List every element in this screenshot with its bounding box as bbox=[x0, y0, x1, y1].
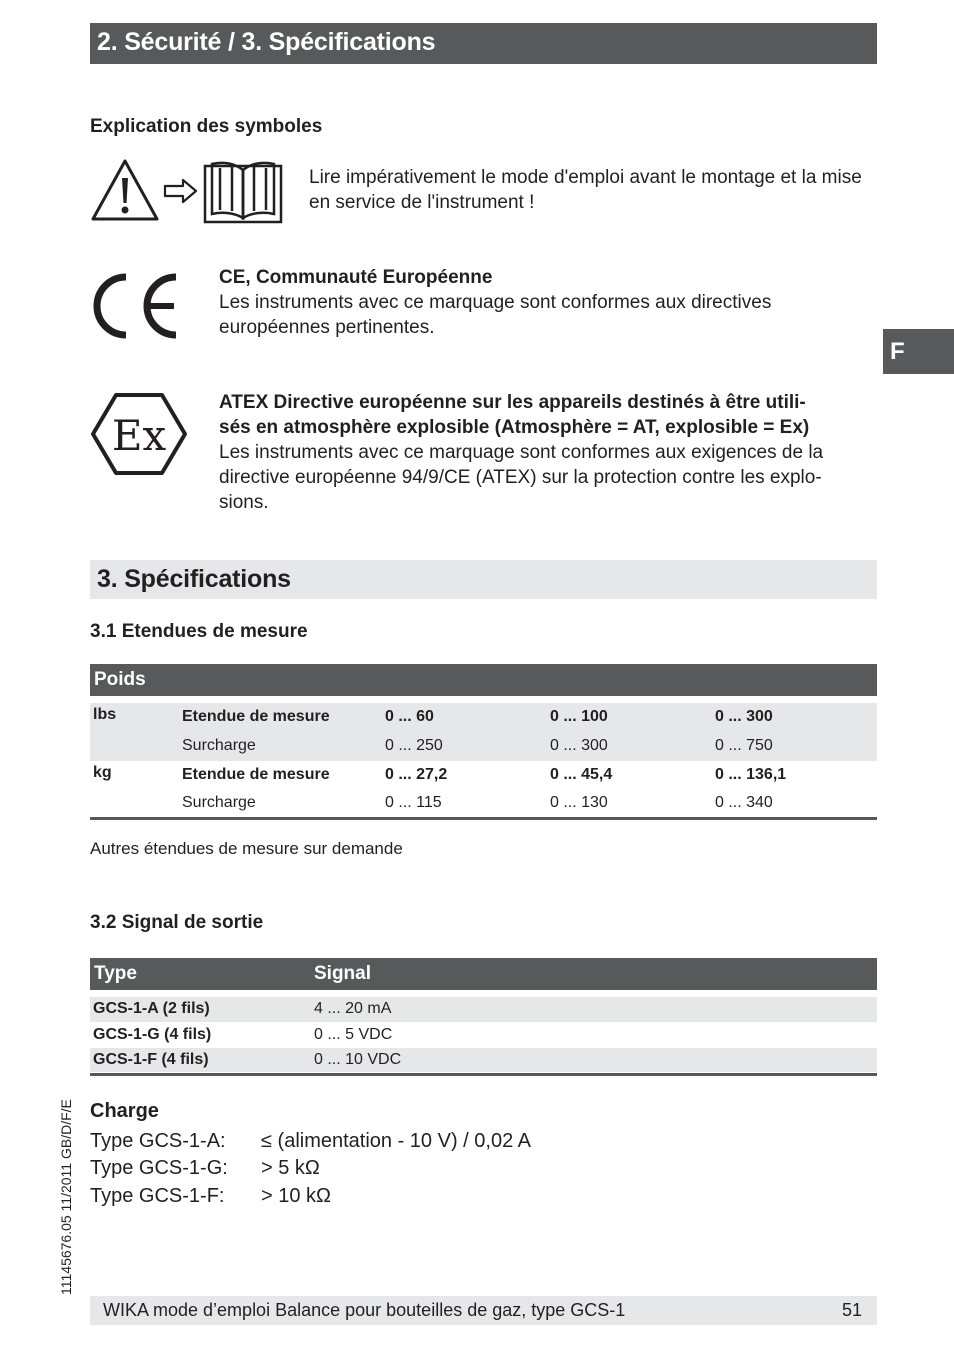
table-cell-value: 0 ... 60 bbox=[385, 708, 434, 725]
signal-table-bottom-rule bbox=[90, 1073, 877, 1076]
ce-mark-icon bbox=[90, 273, 182, 339]
signal-table-header bbox=[90, 958, 877, 990]
language-tab-label: F bbox=[890, 338, 905, 365]
page-title: 2. Sécurité / 3. Spécifications bbox=[97, 28, 436, 56]
table-cell-value: 0 ... 115 bbox=[385, 794, 442, 811]
table-cell-value: 0 ... 100 bbox=[550, 708, 608, 725]
table-cell-label: Etendue de mesure bbox=[182, 708, 330, 725]
table-cell-value: 0 ... 750 bbox=[715, 737, 773, 754]
table-cell-value: 0 ... 136,1 bbox=[715, 766, 787, 783]
weight-table-header bbox=[90, 664, 877, 696]
charge-value: > 5 kΩ bbox=[261, 1157, 320, 1179]
signal-table-col-signal: Signal bbox=[314, 963, 372, 984]
table-cell-signal: 0 ... 10 VDC bbox=[314, 1051, 402, 1068]
ex-symbol-text: Ex bbox=[111, 411, 167, 460]
symbols-heading: Explication des symboles bbox=[90, 116, 323, 137]
footer-text: WIKA mode d’emploi Balance pour bouteilles de gaz, type GCS-1 bbox=[103, 1300, 626, 1320]
charge-heading: Charge bbox=[90, 1100, 159, 1122]
table-cell-label: Surcharge bbox=[182, 737, 256, 754]
table-cell-value: 0 ... 130 bbox=[550, 794, 608, 811]
charge-value: > 10 kΩ bbox=[261, 1185, 331, 1207]
table-cell-value: 0 ... 340 bbox=[715, 794, 773, 811]
warning-triangle-icon bbox=[90, 158, 160, 222]
atex-text-line-1: Les instruments avec ce marquage sont conformes aux exigences de la bbox=[219, 442, 824, 463]
specifications-title: 3. Spécifications bbox=[97, 565, 291, 593]
table-cell-label: Etendue de mesure bbox=[182, 766, 330, 783]
table-cell-type: GCS-1-G (4 fils) bbox=[93, 1026, 212, 1043]
table-cell-value: 0 ... 300 bbox=[715, 708, 773, 725]
section-header-bar bbox=[90, 23, 877, 64]
charge-label: Type GCS-1-G: bbox=[90, 1157, 228, 1179]
specifications-header-bar bbox=[90, 560, 877, 599]
charge-value: ≤ (alimentation - 10 V) / 0,02 A bbox=[261, 1130, 531, 1152]
table-cell-unit: kg bbox=[93, 764, 112, 781]
ex-hexagon-icon bbox=[90, 392, 188, 476]
weight-table-bottom-rule bbox=[90, 817, 877, 820]
arrow-right-icon bbox=[163, 178, 199, 204]
atex-title-line-2: sés en atmosphère explosible (Atmosphère = AT, explosible = Ex) bbox=[219, 417, 810, 438]
ce-description: Les instruments avec ce marquage sont conformes aux directives européennes pertinentes. bbox=[219, 292, 772, 338]
atex-text-line-3: sions. bbox=[219, 492, 269, 513]
output-signal-heading: 3.2 Signal de sortie bbox=[90, 912, 264, 933]
table-cell-value: 0 ... 250 bbox=[385, 737, 443, 754]
table-cell-type: GCS-1-F (4 fils) bbox=[93, 1051, 209, 1068]
signal-table-col-type: Type bbox=[94, 963, 137, 984]
language-tab bbox=[883, 329, 954, 374]
page-footer bbox=[90, 1296, 877, 1325]
measuring-ranges-heading: 3.1 Etendues de mesure bbox=[90, 621, 308, 642]
table-cell-signal: 0 ... 5 VDC bbox=[314, 1026, 393, 1043]
table-cell-label: Surcharge bbox=[182, 794, 256, 811]
table-cell-value: 0 ... 45,4 bbox=[550, 766, 613, 783]
table-cell-unit: lbs bbox=[93, 706, 117, 723]
table-cell-signal: 4 ... 20 mA bbox=[314, 1000, 392, 1017]
charge-label: Type GCS-1-A: bbox=[90, 1130, 226, 1152]
weight-table-note: Autres étendues de mesure sur demande bbox=[90, 839, 403, 858]
page-number: 51 bbox=[841, 1300, 862, 1320]
document-code: 11145676.05 11/2011 GB/D/F/E bbox=[58, 1099, 74, 1295]
table-cell-value: 0 ... 300 bbox=[550, 737, 608, 754]
manual-book-icon bbox=[203, 158, 283, 224]
weight-table-header-label: Poids bbox=[94, 669, 146, 690]
atex-text-line-2: directive européenne 94/9/CE (ATEX) sur la protection contre les explo- bbox=[219, 467, 822, 488]
ce-title: CE, Communauté Européenne bbox=[219, 267, 493, 288]
table-cell-type: GCS-1-A (2 fils) bbox=[93, 1000, 210, 1017]
atex-title-line-1: ATEX Directive européenne sur les appareils destinés à être utili- bbox=[219, 392, 806, 413]
table-cell-value: 0 ... 27,2 bbox=[385, 766, 448, 783]
manual-instruction-text: Lire impérativement le mode d'emploi avant le montage et la mise en service de l'instrument ! bbox=[309, 167, 862, 213]
charge-label: Type GCS-1-F: bbox=[90, 1185, 225, 1207]
